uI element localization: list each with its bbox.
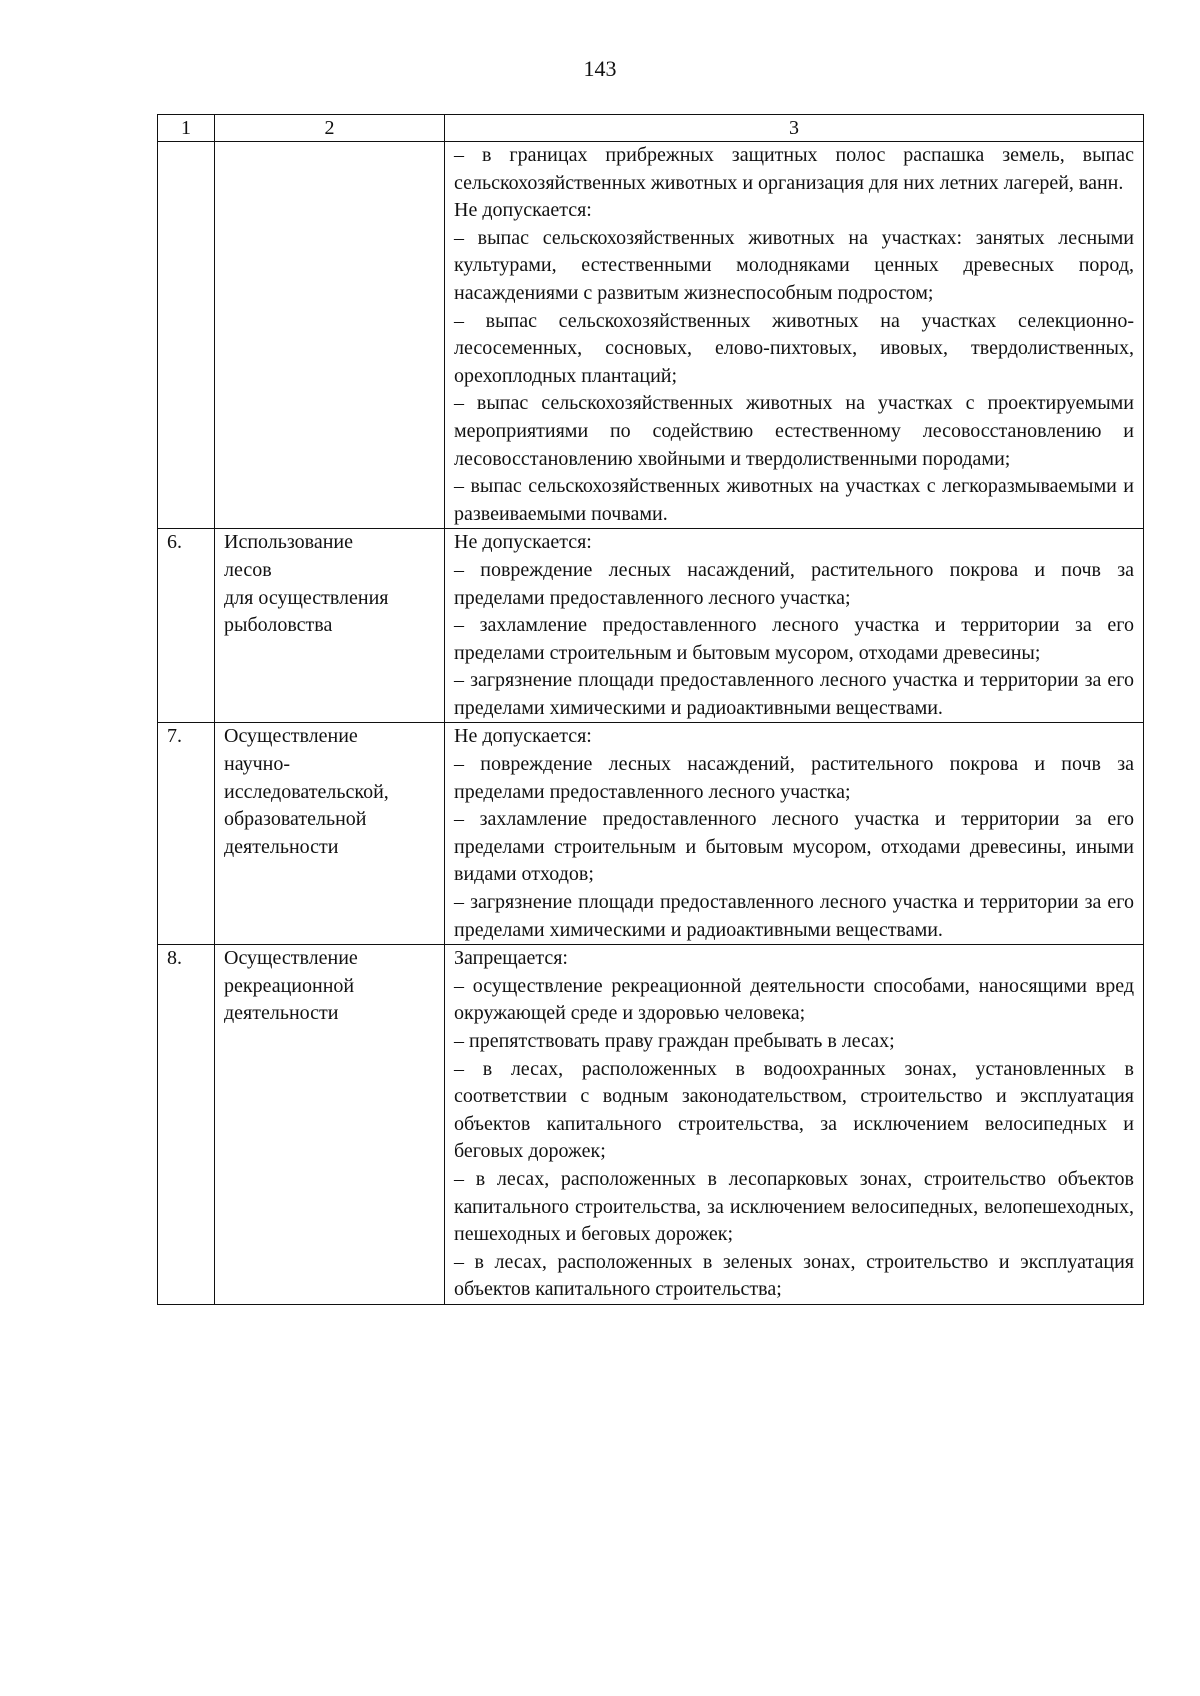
restriction-paragraph: – захламление предоставленного лесного участка и территории за его пределами строительным и бытовым мусором, отходами древесины; [454, 614, 1134, 664]
restriction-paragraph: – в лесах, расположенных в лесопарковых зонах, строительство объектов капитального строительства, за исключением велосипедных, велопешеходных, пешеходных и беговых дорожек; [454, 1167, 1134, 1246]
row-number: 6. [158, 529, 215, 723]
restriction-heading: Не допускается: [454, 199, 592, 222]
activity-name-line: Осуществление [224, 725, 358, 748]
activity-name-line: Осуществление [224, 947, 358, 970]
activity-name [215, 723, 445, 945]
restriction-paragraph: – выпас сельскохозяйственных животных на участках с легкоразмываемыми и развеиваемыми почвами. [454, 475, 1134, 525]
table-row [158, 723, 1144, 945]
table-row [158, 945, 1144, 1305]
activity-name-line: Использование [224, 531, 353, 554]
row-number: 7. [158, 723, 215, 945]
activity-name [215, 142, 445, 529]
activity-name-line: деятельности [224, 835, 339, 858]
activity-name-line: деятельности [224, 1002, 339, 1025]
restrictions-cell [445, 529, 1144, 723]
restriction-heading: Не допускается: [454, 725, 592, 748]
table-header-row [158, 115, 1144, 142]
restriction-paragraph: – выпас сельскохозяйственных животных на участках селекционно-лесосеменных, сосновых, елово-пихтовых, ивовых, твердолиственных, орехоплодных плантаций; [454, 309, 1134, 387]
restriction-paragraph: – осуществление рекреационной деятельности способами, наносящими вред окружающей среде и здоровью человека; [454, 974, 1134, 1025]
activity-name-line: лесов [224, 558, 272, 581]
restriction-paragraph: – захламление предоставленного лесного участка и территории за его пределами строительным и бытовым мусором, отходами древесины, иными видами отходов; [454, 808, 1134, 886]
row-number: 8. [158, 945, 215, 1305]
restriction-paragraph: – загрязнение площади предоставленного лесного участка и территории за его пределами химическими и радиоактивными веществами. [454, 891, 1134, 941]
restrictions-cell [445, 142, 1144, 529]
activity-name-line: для осуществления [224, 586, 389, 609]
activity-name [215, 529, 445, 723]
restriction-paragraph: – в лесах, расположенных в зеленых зонах, строительство и эксплуатация объектов капитального строительства; [454, 1250, 1134, 1301]
regulations-table [157, 114, 1144, 1305]
restriction-paragraph: – в границах прибрежных защитных полос распашка земель, выпас сельскохозяйственных животных и организация для них летних лагерей, ванн. [454, 144, 1134, 194]
activity-name-line: рыболовства [224, 614, 333, 637]
restriction-paragraph: – препятствовать праву граждан пребывать в лесах; [454, 1030, 895, 1052]
row-number [158, 142, 215, 529]
restrictions-cell [445, 723, 1144, 945]
restriction-paragraph: – загрязнение площади предоставленного лесного участка и территории за его пределами химическими и радиоактивными веществами. [454, 669, 1134, 719]
page-number: 143 [583, 56, 617, 81]
restriction-paragraph: – в лесах, расположенных в водоохранных зонах, установленных в соответствии с водным законодательством, строительство и эксплуатация объектов капитального строительства, за исключением велосипедных и беговых дорожек; [454, 1057, 1134, 1163]
column-header-2: 2 [215, 115, 445, 142]
activity-name-line: образовательной [224, 808, 367, 831]
restriction-paragraph: – повреждение лесных насаждений, растительного покрова и почв за пределами предоставленного лесного участка; [454, 753, 1134, 803]
activity-name-line: рекреационной [224, 974, 355, 997]
activity-name-line: научно- [224, 753, 290, 776]
table-row [158, 529, 1144, 723]
column-header-3: 3 [445, 115, 1144, 142]
activity-name [215, 945, 445, 1305]
restriction-paragraph: – выпас сельскохозяйственных животных на участках с проектируемыми мероприятиями по содействию естественному лесовосстановлению и лесовосстановлению хвойными и твердолиственными породами; [454, 392, 1134, 470]
activity-name-line: исследовательской, [224, 780, 389, 803]
restriction-heading: Не допускается: [454, 531, 592, 554]
column-header-1: 1 [158, 115, 215, 142]
restriction-heading: Запрещается: [454, 947, 568, 970]
restrictions-cell [445, 945, 1144, 1305]
table-row [158, 142, 1144, 529]
restriction-paragraph: – повреждение лесных насаждений, растительного покрова и почв за пределами предоставленного лесного участка; [454, 558, 1134, 609]
restriction-paragraph: – выпас сельскохозяйственных животных на участках: занятых лесными культурами, естественными молодняками ценных древесных пород, насаждениями с развитым жизнеспособным подростом; [454, 226, 1134, 304]
